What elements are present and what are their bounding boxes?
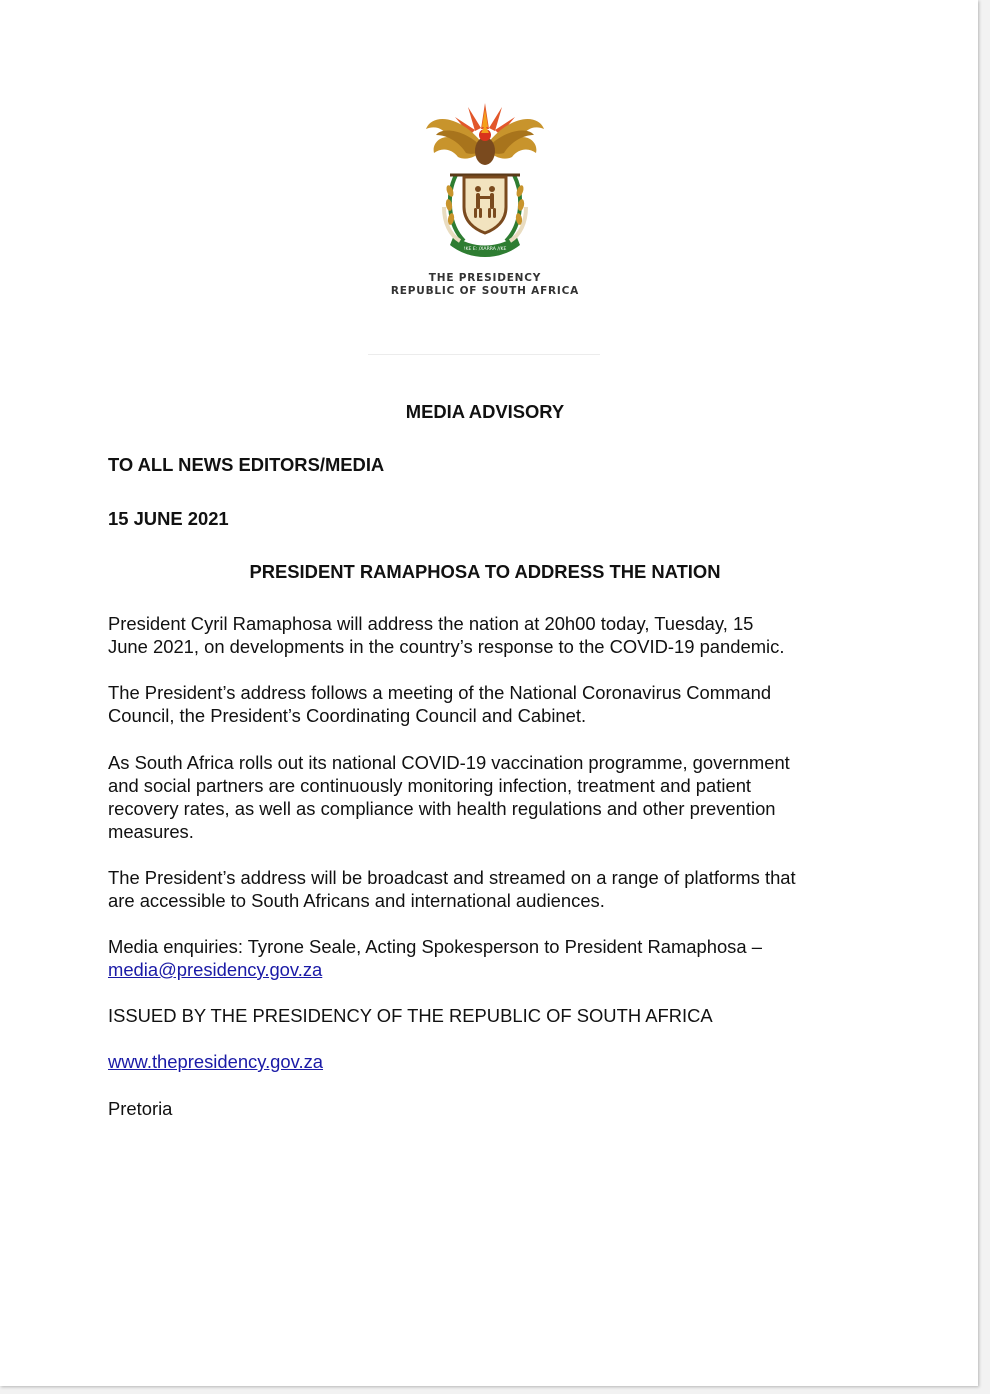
presidency-title: THE PRESIDENCY [428, 272, 542, 284]
recipients-line: TO ALL NEWS EDITORS/MEDIA [108, 454, 385, 475]
paragraph-4 [108, 866, 878, 912]
location-line: Pretoria [108, 1098, 173, 1119]
date-line: 15 JUNE 2021 [108, 508, 229, 529]
paragraph-line: President Cyril Ramaphosa will address the nation at 20h00 today, Tuesday, 15 [108, 613, 754, 634]
republic-title: REPUBLIC OF SOUTH AFRICA [390, 285, 580, 297]
paragraph-line: recovery rates, as well as compliance with health regulations and other prevention [108, 798, 776, 819]
paragraph-2 [108, 681, 878, 727]
headline: PRESIDENT RAMAPHOSA TO ADDRESS THE NATION [249, 561, 721, 582]
paragraph-line: The President’s address will be broadcast and streamed on a range of platforms that [108, 867, 796, 888]
paragraph-line: The President’s address follows a meeting of the National Coronavirus Command [108, 682, 772, 703]
website-link[interactable]: www.thepresidency.gov.za [108, 1051, 324, 1072]
issued-by-line: ISSUED BY THE PRESIDENCY OF THE REPUBLIC OF SOUTH AFRICA [108, 1005, 713, 1026]
paragraph-line: Council, the President’s Coordinating Council and Cabinet. [108, 705, 587, 726]
advisory-title: MEDIA ADVISORY [405, 401, 565, 422]
enquiries-text: Media enquiries: Tyrone Seale, Acting Spokesperson to President Ramaphosa – [108, 936, 762, 957]
email-link[interactable]: media@presidency.gov.za [108, 959, 323, 980]
media-enquiries [108, 935, 878, 981]
coat-of-arms-icon [420, 95, 550, 260]
paragraph-line: June 2021, on developments in the country’s response to the COVID-19 pandemic. [108, 636, 785, 657]
paragraph-3 [108, 751, 878, 843]
header-divider [368, 354, 600, 355]
crest-motto: !KE E: /XARRA //KE [463, 247, 507, 252]
paragraph-line: are accessible to South Africans and international audiences. [108, 890, 605, 911]
paragraph-line: As South Africa rolls out its national COVID-19 vaccination programme, government [108, 752, 790, 773]
website-line [108, 1050, 878, 1073]
paragraph-line: and social partners are continuously monitoring infection, treatment and patient [108, 775, 752, 796]
paragraph-1 [108, 612, 878, 658]
paragraph-line: measures. [108, 821, 194, 842]
